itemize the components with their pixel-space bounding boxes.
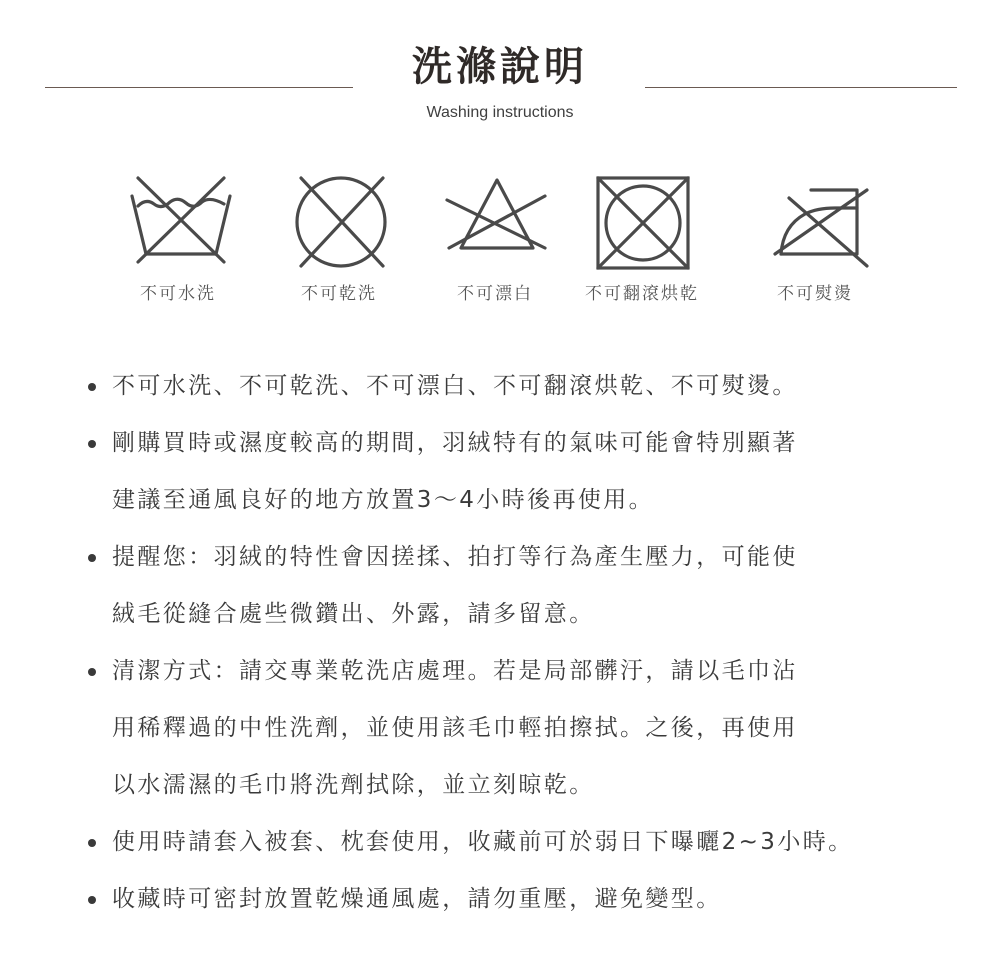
note-line: 清潔方式：請交專業乾洗店處理。若是局部髒汙，請以毛巾沾	[112, 658, 798, 684]
note-line: 用稀釋過的中性洗劑，並使用該毛巾輕拍擦拭。之後，再使用	[112, 715, 798, 741]
note-line: 使用時請套入被套、枕套使用，收藏前可於弱日下曝曬2~3小時。	[112, 829, 854, 855]
bullet-dot	[88, 383, 96, 391]
note-line: 不可水洗、不可乾洗、不可漂白、不可翻滾烘乾、不可熨燙。	[112, 373, 798, 399]
bullet-dot	[88, 668, 96, 676]
note-line: 剛購買時或濕度較高的期間，羽絨特有的氣味可能會特別顯著	[112, 430, 798, 456]
care-symbol-no-iron	[735, 170, 895, 310]
note-line: 以水濡濕的毛巾將洗劑拭除，並立刻晾乾。	[112, 772, 595, 798]
note-line: 絨毛從縫合處些微鑽出、外露，請多留意。	[112, 601, 595, 627]
no-tumble-dry-icon	[582, 170, 702, 275]
care-symbol-no-dry-clean	[259, 170, 419, 310]
care-label-no-wash: 不可水洗	[140, 284, 216, 304]
list-item	[88, 871, 938, 928]
care-notes-list	[88, 358, 938, 928]
page-subtitle: Washing instructions	[426, 104, 574, 121]
care-label-no-tumble-dry: 不可翻滾烘乾	[585, 284, 699, 304]
list-item	[88, 814, 938, 871]
list-item	[88, 415, 938, 529]
no-dry-clean-icon	[279, 170, 399, 275]
care-symbol-no-wash	[98, 170, 258, 310]
care-symbols	[0, 170, 1000, 310]
no-iron-icon	[755, 170, 875, 275]
bullet-dot	[88, 440, 96, 448]
care-label-no-dry-clean: 不可乾洗	[301, 284, 377, 304]
care-symbol-no-bleach	[415, 170, 575, 310]
list-item	[88, 643, 938, 814]
list-item	[88, 529, 938, 643]
bullet-dot	[88, 554, 96, 562]
page-title: 洗滌說明	[412, 44, 588, 90]
no-bleach-icon	[435, 170, 555, 275]
care-label-no-iron: 不可熨燙	[777, 284, 853, 304]
bullet-dot	[88, 839, 96, 847]
note-line: 建議至通風良好的地方放置3～4小時後再使用。	[112, 487, 655, 513]
no-washing-icon	[118, 170, 238, 275]
bullet-dot	[88, 896, 96, 904]
list-item	[88, 358, 938, 415]
header	[0, 0, 1000, 140]
note-line: 提醒您：羽絨的特性會因搓揉、拍打等行為產生壓力，可能使	[112, 544, 798, 570]
care-label-no-bleach: 不可漂白	[457, 284, 533, 304]
note-line: 收藏時可密封放置乾燥通風處，請勿重壓，避免變型。	[112, 886, 722, 912]
care-symbol-no-tumble-dry	[562, 170, 722, 310]
